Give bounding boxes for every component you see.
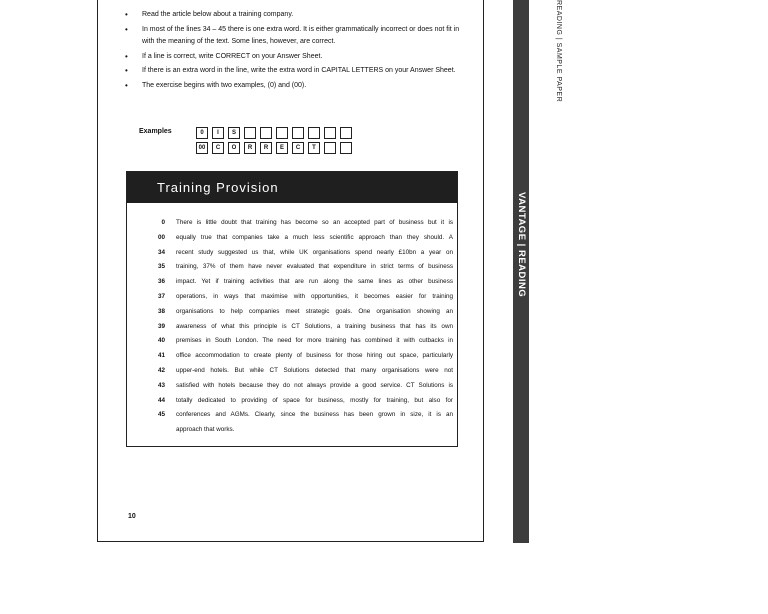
exam-page xyxy=(97,0,484,542)
article-line xyxy=(127,290,457,305)
article-line xyxy=(127,423,457,438)
article-line xyxy=(127,305,457,320)
instruction-item: • If there is an extra word in the line, write the extra word in CAPITAL LETTERS on your Answer Sheet. xyxy=(125,66,456,75)
grid-cell: R xyxy=(260,142,272,154)
article-title: Training Provision xyxy=(127,172,457,203)
grid-cell: C xyxy=(292,142,304,154)
line-text: totally dedicated to providing of space for business, mostly for training, but also for xyxy=(176,396,453,404)
grid-cell: R xyxy=(244,142,256,154)
margin-label: READING | SAMPLE PAPER xyxy=(555,0,562,103)
page-number: 10 xyxy=(128,513,136,520)
line-number: 39 xyxy=(157,322,165,330)
article-line xyxy=(127,246,457,261)
line-number: 38 xyxy=(157,307,165,315)
article-box xyxy=(126,171,458,447)
line-text: organisations to help companies meet strategic goals. One organisation showing an xyxy=(176,307,453,315)
line-number: 36 xyxy=(157,278,165,286)
grid-cell xyxy=(244,127,256,139)
line-text: impact. Yet if training activities that are run along the same lines as other business xyxy=(176,278,453,286)
grid-cell xyxy=(324,127,336,139)
line-number: 00 xyxy=(157,233,165,241)
grid-cell xyxy=(276,127,288,139)
grid-cell xyxy=(324,142,336,154)
line-text: awareness of what this principle is CT Solutions, a training business that has its own xyxy=(176,322,453,330)
instruction-item: • If a line is correct, write CORRECT on your Answer Sheet. xyxy=(125,51,323,61)
article-line xyxy=(127,408,457,423)
line-text: recent study suggested us that, while UK organisations spend nearly £10bn a year on xyxy=(176,248,453,256)
article-line xyxy=(127,231,457,246)
instruction-list xyxy=(124,9,469,94)
grid-cell: T xyxy=(308,142,320,154)
examples-label: Examples xyxy=(139,128,172,135)
instruction-item: • The exercise begins with two examples, (0) and (00). xyxy=(125,80,307,90)
line-text: conferences and AGMs. Clearly, since the business has been grown in size, it is an xyxy=(176,411,453,419)
grid-cell: O xyxy=(228,142,240,154)
grid-cell xyxy=(292,127,304,139)
line-number: 0 xyxy=(161,219,165,226)
article-line xyxy=(127,275,457,290)
grid-cell xyxy=(260,127,272,139)
example-grid-row-1 xyxy=(196,127,356,139)
grid-cell xyxy=(340,127,352,139)
grid-cell: C xyxy=(212,142,224,154)
line-text: upper-end hotels. But while CT Solutions detected that many organisations were not xyxy=(176,366,453,374)
article-line xyxy=(127,364,457,379)
article-line xyxy=(127,379,457,394)
line-text: equally true that companies take a much less scientific approach than they should. A xyxy=(176,233,453,241)
line-number: 37 xyxy=(157,292,165,300)
article-line xyxy=(127,394,457,409)
line-text: premises in South London. The need for more training has combined it with cutbacks in xyxy=(176,337,453,345)
article-line xyxy=(127,260,457,275)
grid-cell: I xyxy=(212,127,224,139)
line-number: 42 xyxy=(157,366,165,374)
line-text: office accommodation to create plenty of business for those hiring out space, particularly xyxy=(176,352,453,360)
line-text: There is little doubt that training has become so an accepted part of business but it is xyxy=(176,219,453,226)
line-number: 45 xyxy=(157,411,165,419)
grid-cell xyxy=(308,127,320,139)
article-line xyxy=(127,349,457,364)
line-number: 44 xyxy=(157,396,165,404)
article-lines xyxy=(127,216,457,438)
line-text: satisfied with hotels because they do not always provide a good service. CT Solutions is xyxy=(176,381,453,389)
article-line xyxy=(127,334,457,349)
line-number: 41 xyxy=(157,352,165,360)
article-line xyxy=(127,216,457,231)
line-text: operations, in ways that maximise with opportunities, it becomes easier for training xyxy=(176,292,453,300)
line-number: 43 xyxy=(157,381,165,389)
line-text: approach that works. xyxy=(176,426,235,434)
spine-label: VANTAGE | READING xyxy=(516,192,527,298)
section-spine xyxy=(513,0,529,543)
line-number: 40 xyxy=(157,337,165,345)
grid-cell: 00 xyxy=(196,142,208,154)
instruction-item: • In most of the lines 34 – 45 there is one extra word. It is either grammatically incorrect or does not fit in with the meaning of the text. Some lines, however, are correct. xyxy=(125,24,460,45)
line-number: 34 xyxy=(157,248,165,256)
grid-cell: S xyxy=(228,127,240,139)
article-line xyxy=(127,320,457,335)
grid-cell xyxy=(340,142,352,154)
grid-cell: 0 xyxy=(196,127,208,139)
instruction-item: • Read the article below about a training company. xyxy=(125,10,294,19)
line-number: 35 xyxy=(157,263,165,271)
example-grid-row-2 xyxy=(196,142,356,154)
grid-cell: E xyxy=(276,142,288,154)
line-text: training, 37% of them have never evaluated that expenditure in strict terms of business xyxy=(176,263,453,271)
